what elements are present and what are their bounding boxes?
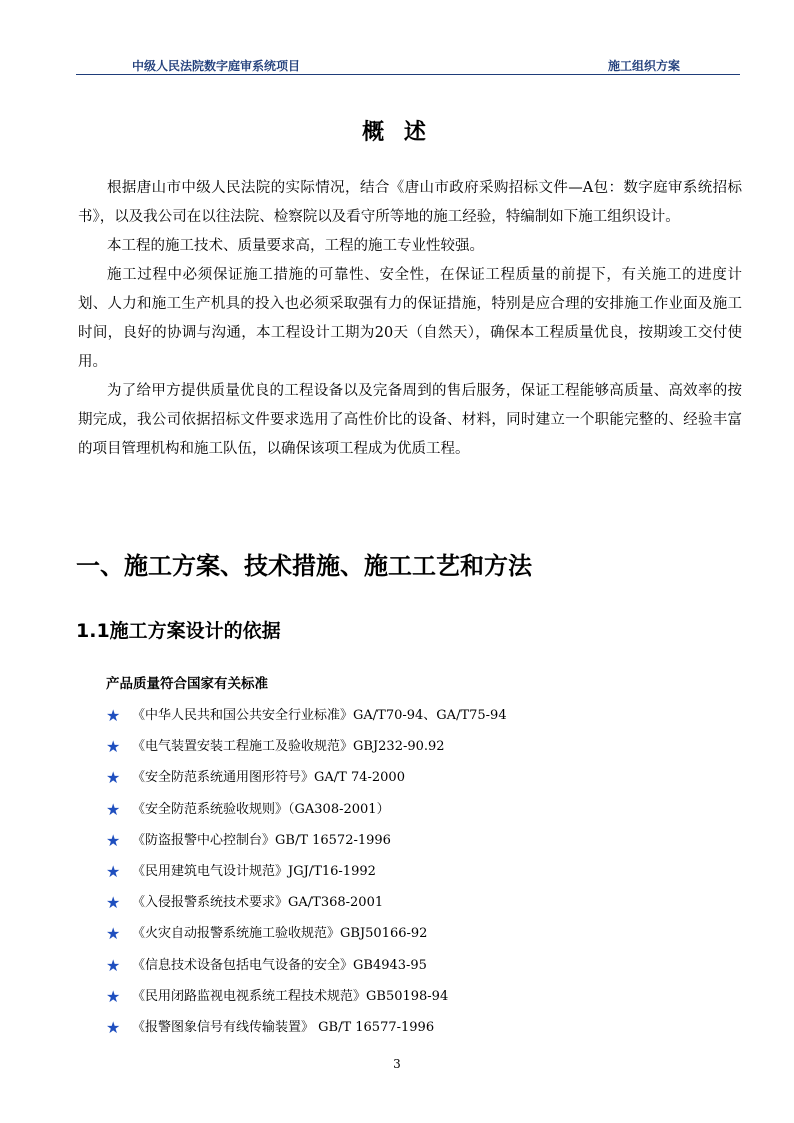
header-project-name: 中级人民法院数字庭审系统项目 (132, 59, 301, 73)
list-item (106, 1012, 507, 1043)
standards-subheading: 产品质量符合国家有关标准 (106, 676, 268, 692)
list-item (106, 918, 507, 949)
list-item (106, 981, 507, 1012)
page-number: 3 (393, 1057, 401, 1071)
overview-body (78, 174, 742, 464)
list-item (106, 887, 507, 918)
paragraph: 根据唐山市中级人民法院的实际情况，结合《唐山市政府采购招标文件—A包：数字庭审系统招标书》，以及我公司在以往法院、检察院以及看守所等地的施工经验，特编制如下施工组织设计。 (78, 180, 742, 225)
paragraph: 施工过程中必须保证施工措施的可靠性、安全性，在保证工程质量的前提下，有关施工的进度计划、人力和施工生产机具的投入也必须采取强有力的保证措施，特别是应合理的安排施工作业面及施工时间，良好的协调与沟通，本工程设计工期为20天（自然天），确保本工程质量优良，按期竣工交付使用。 (78, 267, 742, 370)
paragraph: 本工程的施工技术、质量要求高，工程的施工专业性较强。 (107, 238, 484, 254)
list-item (106, 762, 507, 793)
star-icon: ★ (106, 986, 121, 1006)
header-doc-type: 施工组织方案 (608, 59, 681, 73)
standard-text: 《信息技术设备包括电气设备的安全》GB4943-95 (132, 957, 427, 973)
star-icon: ★ (106, 768, 121, 788)
star-icon: ★ (106, 706, 121, 725)
standard-text: 《安全防范系统验收规则》（GA308-2001） (132, 801, 390, 817)
star-icon: ★ (106, 1017, 121, 1037)
standard-text: 《报警图象信号有线传输装置》 GB/T 16577-1996 (132, 1019, 435, 1035)
list-item (106, 731, 507, 762)
header-divider (76, 74, 740, 75)
section-heading-1: 一、施工方案、技术措施、施工工艺和方法 (76, 552, 532, 580)
standard-text: 《民用闭路监视电视系统工程技术规范》GB50198-94 (132, 988, 449, 1004)
paragraph: 为了给甲方提供质量优良的工程设备以及完备周到的售后服务，保证工程能够高质量、高效率的按期完成，我公司依据招标文件要求选用了高性价比的设备、材料，同时建立一个职能完整的、经验丰富的项目管理机构和施工队伍，以确保该项工程成为优质工程。 (78, 383, 742, 457)
list-item (106, 700, 507, 731)
star-icon: ★ (106, 924, 121, 944)
list-item (106, 950, 507, 981)
star-icon: ★ (106, 830, 121, 850)
standards-list (106, 700, 507, 1043)
standard-text: 《中华人民共和国公共安全行业标准》GA/T70-94、GA/T75-94 (132, 708, 507, 723)
page-title: 概 述 (362, 120, 432, 145)
star-icon: ★ (106, 955, 121, 975)
list-item (106, 825, 507, 856)
section-heading-1-1: 1.1施工方案设计的依据 (76, 620, 281, 642)
standard-text: 《火灾自动报警系统施工验收规范》GBJ50166-92 (132, 926, 428, 942)
standard-text: 《安全防范系统通用图形符号》GA/T 74-2000 (132, 770, 405, 786)
star-icon: ★ (106, 893, 121, 913)
list-item (106, 856, 507, 887)
standard-text: 《电气装置安装工程施工及验收规范》GBJ232-90.92 (132, 739, 445, 755)
star-icon: ★ (106, 737, 121, 757)
star-icon: ★ (106, 799, 121, 819)
list-item (106, 794, 507, 825)
star-icon: ★ (106, 861, 121, 881)
standard-text: 《入侵报警系统技术要求》GA/T368-2001 (132, 895, 384, 911)
standard-text: 《民用建筑电气设计规范》JGJ/T16-1992 (132, 863, 376, 879)
standard-text: 《防盗报警中心控制台》GB/T 16572-1996 (132, 832, 391, 848)
